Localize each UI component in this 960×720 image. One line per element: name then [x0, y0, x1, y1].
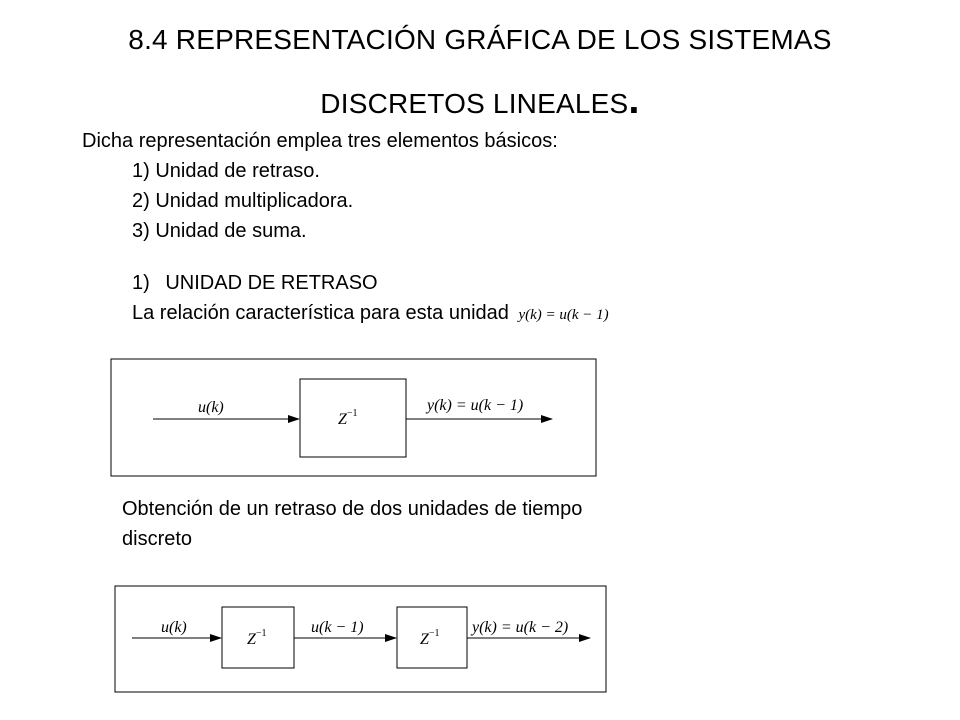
title-line-1: 8.4 REPRESENTACIÓN GRÁFICA DE LOS SISTEMAS	[128, 24, 832, 55]
diagram2-block1-z: Z	[247, 631, 256, 648]
caption-line-2: discreto	[122, 528, 193, 550]
diagram2-block2-exponent: −1	[428, 628, 440, 639]
relation-formula: y(k) = u(k − 1)	[518, 307, 609, 323]
title-line-2-text: DISCRETOS LINEALES	[320, 88, 629, 119]
intro-item-1: 1) Unidad de retraso.	[132, 160, 320, 182]
double-delay-diagram	[115, 586, 606, 692]
diagram1-output-label: y(k) = u(k − 1)	[427, 397, 524, 414]
title-period: .	[628, 78, 640, 122]
diagram2-block1-exponent: −1	[255, 628, 267, 639]
diagram2-frame	[115, 586, 606, 692]
diagram2-input-label: u(k)	[161, 619, 187, 636]
diagram2-output-label: y(k) = u(k − 2)	[472, 619, 569, 636]
intro-lead: Dicha representación emplea tres elementos básicos:	[82, 130, 558, 152]
intro-item-3: 3) Unidad de suma.	[132, 220, 307, 242]
caption-line-1: Obtención de un retraso de dos unidades de tiempo	[122, 498, 583, 520]
relation-text: La relación característica para esta unidad	[132, 302, 509, 324]
diagram2-block2-z: Z	[420, 631, 429, 648]
delay-diagram	[111, 359, 596, 476]
section-number: 1)	[132, 272, 150, 294]
diagram1-block-exponent: −1	[346, 408, 358, 419]
diagram1-input-label: u(k)	[198, 399, 224, 416]
diagram2-middle-label: u(k − 1)	[311, 619, 364, 636]
intro-item-2: 2) Unidad multiplicadora.	[132, 190, 354, 212]
section-title: UNIDAD DE RETRASO	[165, 272, 378, 294]
diagram1-block-z: Z	[338, 411, 347, 428]
